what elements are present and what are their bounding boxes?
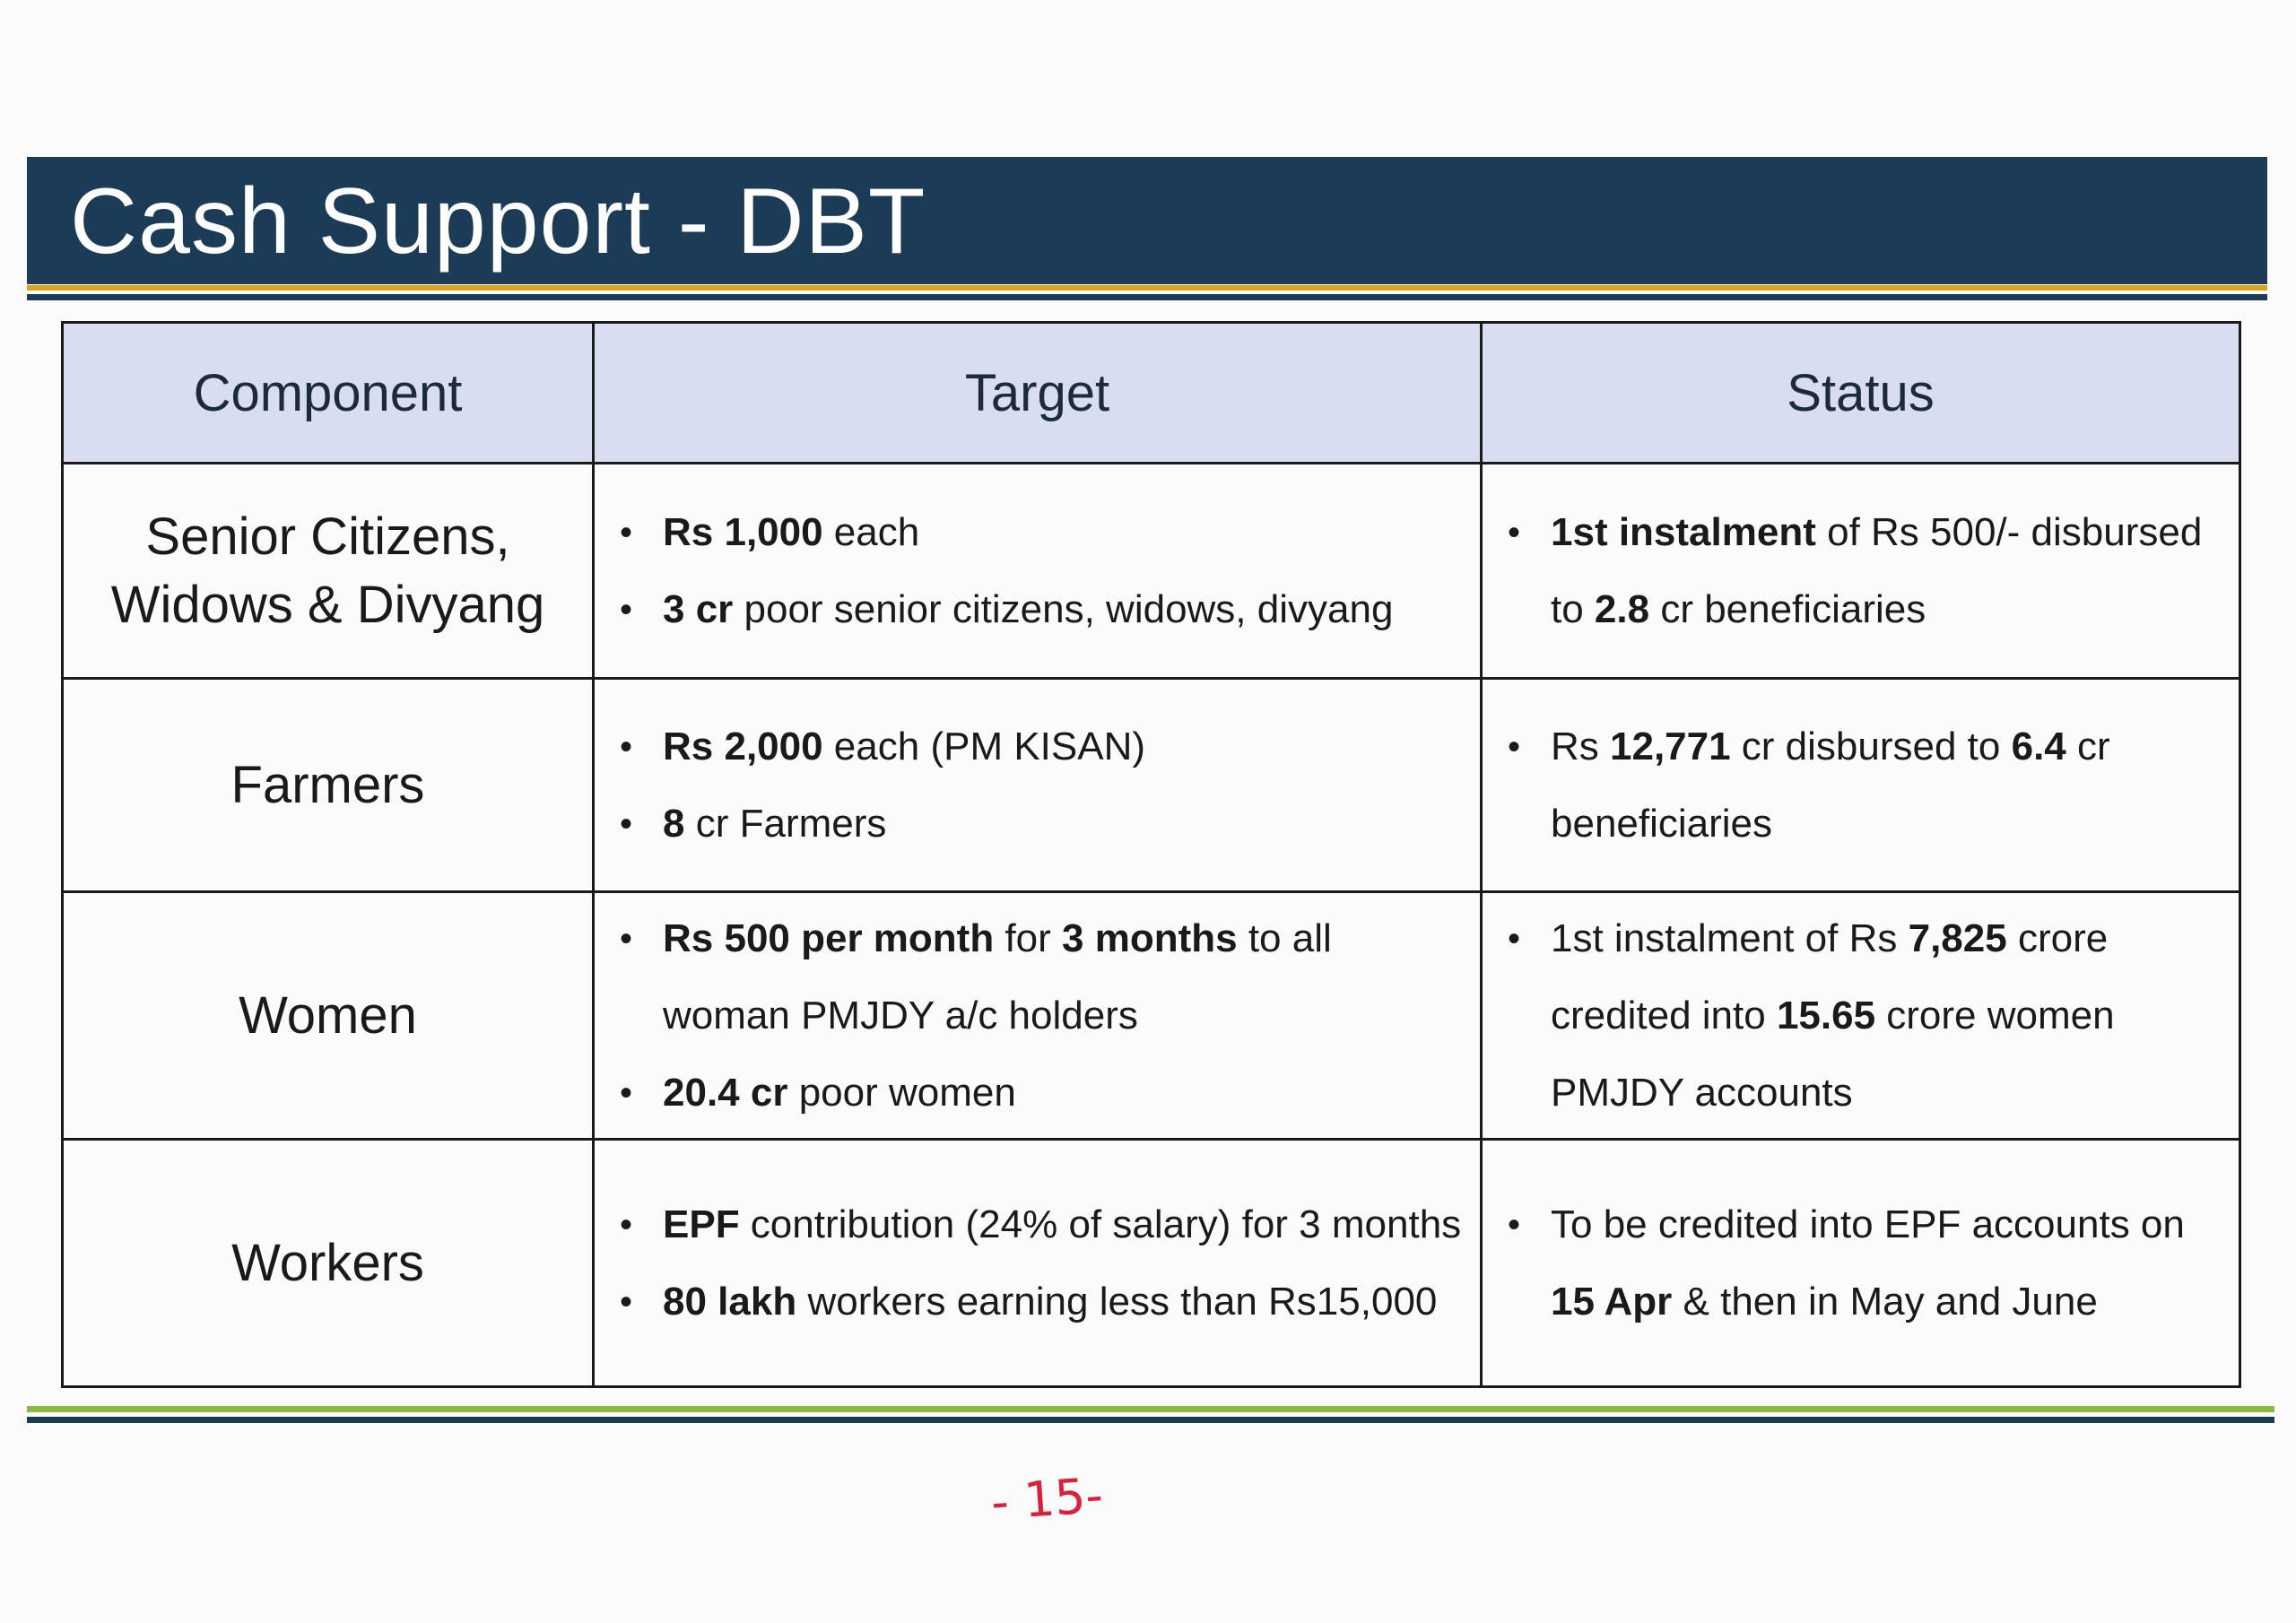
table-header-row xyxy=(63,323,2240,464)
component-cell xyxy=(63,464,594,679)
footer-rule-green xyxy=(27,1406,2274,1412)
table-row xyxy=(63,464,2240,679)
component-cell xyxy=(63,1140,594,1387)
target-cell xyxy=(594,1140,1482,1387)
target-bullet: • Rs 500 per month for 3 months to all woman PMJDY a/c holders xyxy=(607,900,1469,1055)
title-rule-navy xyxy=(27,294,2267,300)
target-bullet: • Rs 1,000 each xyxy=(607,494,1469,571)
target-bullet: • 20.4 cr poor women xyxy=(607,1055,1469,1132)
cash-support-table xyxy=(61,321,2241,1388)
header-component: Component xyxy=(63,323,594,464)
table-row xyxy=(63,892,2240,1140)
component-cell xyxy=(63,679,594,892)
component-line: Farmers xyxy=(230,755,425,814)
title-rule-gold xyxy=(27,285,2267,291)
table-row xyxy=(63,679,2240,892)
slide-title: Cash Support - DBT xyxy=(70,169,926,273)
status-bullet: • 1st instalment of Rs 500/- disbursed to 2.8 cr beneficiaries xyxy=(1495,494,2228,648)
status-cell xyxy=(1482,464,2240,679)
target-cell xyxy=(594,464,1482,679)
status-cell xyxy=(1482,1140,2240,1387)
target-bullet: • Rs 2,000 each (PM KISAN) xyxy=(607,708,1469,785)
target-cell xyxy=(594,892,1482,1140)
handwritten-page-number: - 15- xyxy=(988,1466,1105,1532)
header-status: Status xyxy=(1482,323,2240,464)
title-bar xyxy=(27,157,2267,284)
target-bullet: • 8 cr Farmers xyxy=(607,785,1469,863)
component-line: Senior Citizens, xyxy=(145,507,510,566)
status-bullet: • Rs 12,771 cr disbursed to 6.4 cr beneficiaries xyxy=(1495,708,2228,863)
target-bullet: • 80 lakh workers earning less than Rs15,000 xyxy=(607,1263,1469,1341)
component-line: Workers xyxy=(231,1233,424,1292)
header-target: Target xyxy=(594,323,1482,464)
status-cell xyxy=(1482,892,2240,1140)
footer-rule-navy xyxy=(27,1417,2274,1423)
status-cell xyxy=(1482,679,2240,892)
component-line: Women xyxy=(239,985,417,1045)
target-bullet: • EPF contribution (24% of salary) for 3 months xyxy=(607,1186,1469,1263)
table-row xyxy=(63,1140,2240,1387)
component-cell xyxy=(63,892,594,1140)
target-bullet: • 3 cr poor senior citizens, widows, divyang xyxy=(607,571,1469,648)
status-bullet: • 1st instalment of Rs 7,825 crore credited into 15.65 crore women PMJDY accounts xyxy=(1495,900,2228,1132)
target-cell xyxy=(594,679,1482,892)
status-bullet: • To be credited into EPF accounts on 15 Apr & then in May and June xyxy=(1495,1186,2228,1341)
component-line: Widows & Divyang xyxy=(110,575,545,634)
